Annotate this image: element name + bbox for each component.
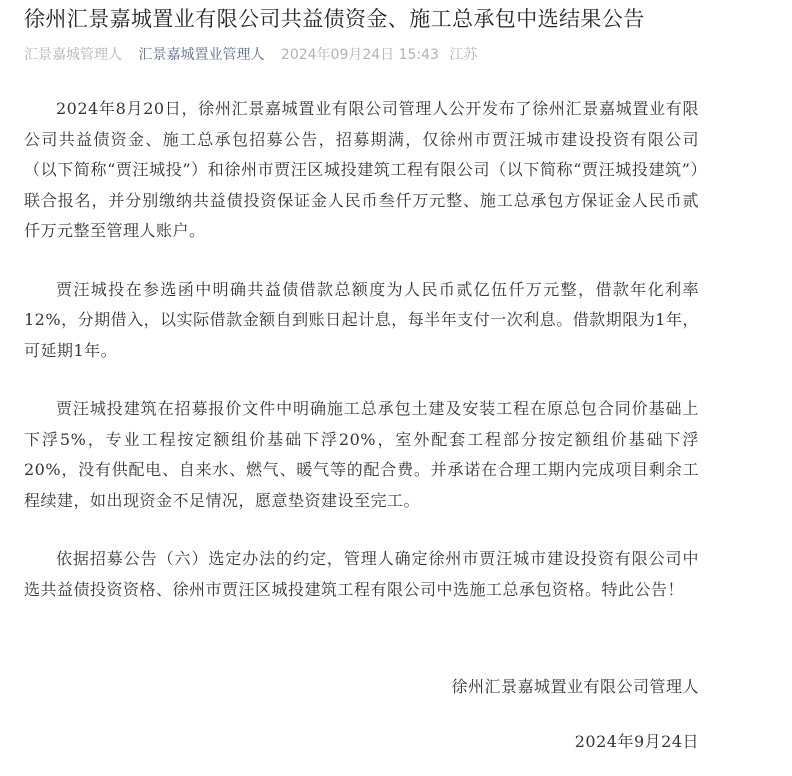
paragraph-loan-terms: 贾汪城投在参选函中明确共益债借款总额度为人民币贰亿伍仟万元整，借款年化利率12%，分期借入，以实际借款金额自到账日起计息，每半年支付一次利息。借款期限为1年，可延期1年。 [24,279,699,360]
paragraph-announcement-intro: 2024年8月20日，徐州汇景嘉城置业有限公司管理人公开发布了徐州汇景嘉城置业有限公司共益债资金、施工总承包招募公告，招募期满，仅徐州市贾汪城市建设投资有限公司（以下简称“贾汪城投”）和徐州市贾汪区城投建筑工程有限公司（以下简称“贾汪城投建筑”）联合报名，并分别缴纳共益债投资保证金人民币叁仟万元整、施工总承包方保证金人民币贰仟万元整至管理人账户。 [24,99,699,240]
publish-time: 2024年09月24日 15:43 [280,47,439,63]
paragraph-construction-terms: 贾汪城投建筑在招募报价文件中明确施工总承包土建及安装工程在原总包合同价基础上下浮5%，专业工程按定额组价基础下浮20%，室外配套工程部分按定额组价基础下浮20%，没有供配电、自来水、燃气、暖气等的配合费。并承诺在合理工期内完成项目剩余工程续建，如出现资金不足情况，愿意垫资建设至完工。 [24,399,699,510]
article-body [24,94,699,633]
article-title: 徐州汇景嘉城置业有限公司共益债资金、施工总承包中选结果公告 [24,7,645,31]
account-name-link[interactable]: 汇景嘉城置业管理人 [138,47,265,63]
signature: 徐州汇景嘉城置业有限公司管理人 [451,677,699,696]
paragraph-selection-result: 依据招募公告（六）选定办法的约定，管理人确定徐州市贾汪城市建设投资有限公司中选共益债投资资格、徐州市贾汪区城投建筑工程有限公司中选施工总承包资格。特此公告！ [24,549,699,599]
article-meta [24,44,485,66]
publish-location: 江苏 [449,47,478,63]
author-name: 汇景嘉城管理人 [24,47,122,63]
signature-date: 2024年9月24日 [574,732,699,751]
